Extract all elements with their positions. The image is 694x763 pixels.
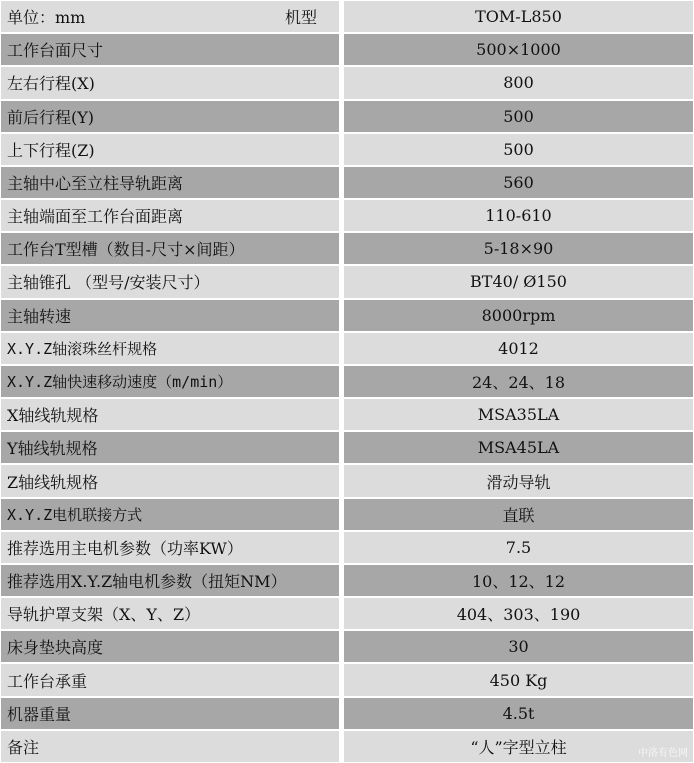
row-value: MSA35LA (344, 399, 693, 430)
row-label: 上下行程(Z) (1, 134, 339, 165)
row-value: 800 (344, 67, 693, 98)
row-label: 主轴转速 (1, 300, 339, 331)
table-row (0, 100, 694, 133)
row-label: 工作台承重 (1, 664, 339, 695)
row-value: 500 (344, 134, 693, 165)
row-label: Z轴线轨规格 (1, 465, 339, 496)
row-value: 560 (344, 167, 693, 198)
row-label: X.Y.Z轴快速移动速度（m/min） (1, 366, 339, 397)
watermark-text: 中洛有色网 (638, 748, 688, 759)
header-row (0, 0, 694, 33)
row-value: 直联 (344, 499, 693, 530)
table-row (0, 66, 694, 99)
row-label: 机器重量 (1, 698, 339, 729)
row-value: 4.5t (344, 698, 693, 729)
row-label: 工作台T型槽（数目-尺寸×间距） (1, 233, 339, 264)
table-row (0, 564, 694, 597)
table-row (0, 730, 694, 763)
row-label: 推荐选用X.Y.Z轴电机参数（扭矩NM） (1, 565, 339, 596)
row-value: “人”字型立柱 (344, 731, 693, 762)
model-value: TOM-L850 (344, 1, 693, 32)
table-row (0, 133, 694, 166)
row-value: 滑动导轨 (344, 465, 693, 496)
table-row (0, 265, 694, 298)
row-label: Y轴线轨规格 (1, 432, 339, 463)
row-label: 床身垫块高度 (1, 631, 339, 662)
row-value: 5-18×90 (344, 233, 693, 264)
row-label: 备注 (1, 731, 339, 762)
row-label: 主轴锥孔 （型号/安装尺寸） (1, 266, 339, 297)
row-value: 8000rpm (344, 300, 693, 331)
table-row (0, 431, 694, 464)
table-row (0, 498, 694, 531)
table-row (0, 332, 694, 365)
table-row (0, 531, 694, 564)
row-label: 推荐选用主电机参数（功率KW） (1, 532, 339, 563)
row-value: BT40/ Ø150 (344, 266, 693, 297)
table-row (0, 33, 694, 66)
table-row (0, 697, 694, 730)
table-row (0, 232, 694, 265)
row-value: 30 (344, 631, 693, 662)
table-row (0, 464, 694, 497)
unit-label: 单位：mm (7, 8, 86, 28)
row-value: 404、303、190 (344, 598, 693, 629)
row-value: 110-610 (344, 200, 693, 231)
row-label: 前后行程(Y) (1, 101, 339, 132)
model-label: 机型 (284, 8, 317, 28)
row-label: X轴线轨规格 (1, 399, 339, 430)
table-row (0, 630, 694, 663)
table-row (0, 365, 694, 398)
header-label-cell (1, 1, 339, 32)
table-row (0, 663, 694, 696)
row-label: 主轴中心至立柱导轨距离 (1, 167, 339, 198)
row-value: 500 (344, 101, 693, 132)
row-value: 4012 (344, 333, 693, 364)
table-row (0, 597, 694, 630)
row-label: 导轨护罩支架（X、Y、Z） (1, 598, 339, 629)
table-row (0, 199, 694, 232)
row-value: 500×1000 (344, 34, 693, 65)
row-label: 主轴端面至工作台面距离 (1, 200, 339, 231)
row-value: 450 Kg (344, 664, 693, 695)
table-row (0, 166, 694, 199)
row-value: MSA45LA (344, 432, 693, 463)
row-value: 10、12、12 (344, 565, 693, 596)
table-row (0, 398, 694, 431)
row-label: X.Y.Z轴滚珠丝杆规格 (1, 333, 339, 364)
table-row (0, 299, 694, 332)
row-label: X.Y.Z电机联接方式 (1, 499, 339, 530)
row-label: 左右行程(X) (1, 67, 339, 98)
row-value: 7.5 (344, 532, 693, 563)
row-label: 工作台面尺寸 (1, 34, 339, 65)
row-value: 24、24、18 (344, 366, 693, 397)
